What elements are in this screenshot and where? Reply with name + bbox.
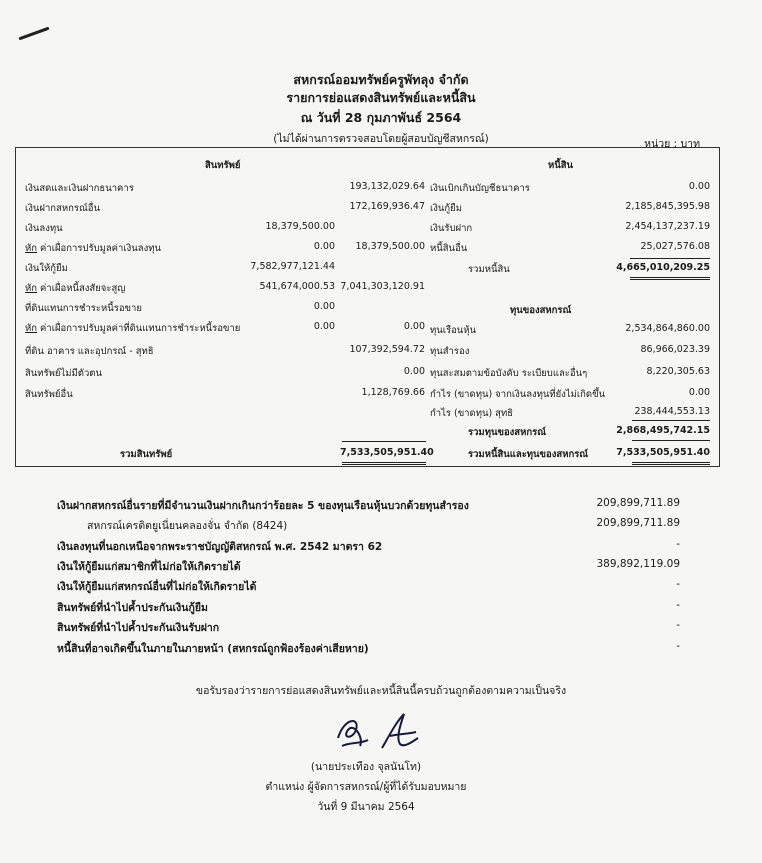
note-value: - xyxy=(676,578,680,590)
asset-inv-allowance-total: 18,379,500.00 xyxy=(355,241,425,252)
pen-mark xyxy=(18,27,49,41)
note-value: 209,899,711.89 xyxy=(596,517,680,529)
asset-other-label: สินทรัพย์อื่น xyxy=(25,389,73,400)
grand-total-label: รวมหนี้สินและทุนของสหกรณ์ xyxy=(468,449,589,460)
assets-total-line-top xyxy=(342,441,426,442)
note-value: - xyxy=(676,619,680,631)
note-label: สินทรัพย์ที่นำไปค้ำประกันเงินรับฝาก xyxy=(57,622,220,634)
asset-loan-allowance-label: ค่าเผื่อหนี้สงสัยจะสูญ xyxy=(37,283,126,294)
note-value: - xyxy=(676,640,680,652)
equity-funds-value: 8,220,305.63 xyxy=(646,366,710,377)
equity-net-profit-value: 238,444,553.13 xyxy=(634,406,710,417)
grand-total-line-1 xyxy=(632,462,710,463)
certify-statement: ขอรับรองว่ารายการย่อแสดงสินทรัพย์และหนี้สินนี้ครบถ้วนถูกต้องตามความเป็นจริง xyxy=(195,685,567,697)
assets-total-line-1 xyxy=(342,462,426,463)
liab-borrowings-value: 2,185,845,395.98 xyxy=(625,201,710,212)
equity-shares-value: 2,534,864,860.00 xyxy=(625,323,710,334)
asset-foreclosed-allowance-amount: 0.00 xyxy=(313,321,335,332)
note-label: เงินฝากสหกรณ์อื่นรายที่มีจำนวนเงินฝากเกินกว่าร้อยละ 5 ของทุนเรือนหุ้นบวกด้วยทุนสำรอง xyxy=(57,500,469,512)
note-value: - xyxy=(676,538,680,550)
unit-label: หน่วย : บาท xyxy=(644,138,700,150)
note-label: หนี้สินที่อาจเกิดขึ้นในภายในภายหน้า (สหกรณ์ถูกฟ้องร้องค่าเสียหาย) xyxy=(57,643,369,655)
note-value: - xyxy=(676,599,680,611)
assets-total-label: รวมสินทรัพย์ xyxy=(120,449,173,460)
note-label: เงินให้กู้ยืมแก่สมาชิกที่ไม่ก่อให้เกิดรายได้ xyxy=(57,561,241,573)
asset-loans-amount: 7,582,977,121.44 xyxy=(250,261,335,272)
equity-reserve-label: ทุนสำรอง xyxy=(430,346,470,357)
signatory-name: (นายประเทือง จุลนันโท) xyxy=(310,761,422,773)
assets-total-line-2 xyxy=(342,464,426,465)
liab-deposits-label: เงินรับฝาก xyxy=(430,223,473,234)
equity-total-line-top xyxy=(632,420,710,421)
asset-cash-label: เงินสดและเงินฝากธนาคาร xyxy=(25,183,134,194)
equity-total-label: รวมทุนของสหกรณ์ xyxy=(468,427,547,438)
asset-loan-allowance xyxy=(25,281,125,296)
asset-investment-label: เงินลงทุน xyxy=(25,223,63,234)
asset-loans-label: เงินให้กู้ยืม xyxy=(25,263,68,274)
note-value: 389,892,119.09 xyxy=(596,558,680,570)
asset-foreclosed-allowance-label: ค่าเผื่อการปรับมูลค่าที่ดินแทนการชำระหนี้รอขาย xyxy=(37,323,241,334)
liab-overdraft-label: เงินเบิกเกินบัญชีธนาคาร xyxy=(430,183,530,194)
report-title: รายการย่อแสดงสินทรัพย์และหนี้สิน xyxy=(286,90,476,105)
asset-investment-amount: 18,379,500.00 xyxy=(265,221,335,232)
liab-other-label: หนี้สินอื่น xyxy=(430,243,468,254)
asset-intangible-label: สินทรัพย์ไม่มีตัวตน xyxy=(25,368,102,379)
note-label: สินทรัพย์ที่นำไปค้ำประกันเงินกู้ยืม xyxy=(57,602,208,614)
asset-inv-allowance-amount: 0.00 xyxy=(313,241,335,252)
grand-total-line-2 xyxy=(632,464,710,465)
liab-borrowings-label: เงินกู้ยืม xyxy=(430,203,462,214)
note-label: สหกรณ์เครดิตยูเนี่ยนคลองจั่น จำกัด (8424) xyxy=(87,520,288,532)
asset-foreclosed-amount: 0.00 xyxy=(313,301,335,312)
liab-deposits-value: 2,454,137,237.19 xyxy=(625,221,710,232)
note-label: เงินลงทุนที่นอกเหนือจากพระราชบัญญัติสหกรณ์ พ.ศ. 2542 มาตรา 62 xyxy=(57,541,383,553)
signature xyxy=(330,708,430,756)
equity-total-value: 2,868,495,742.15 xyxy=(616,425,710,436)
assets-total-value: 7,533,505,951.40 xyxy=(340,447,434,458)
org-name: สหกรณ์ออมทรัพย์ครูพัทลุง จำกัด xyxy=(293,72,469,87)
less-prefix: หัก xyxy=(25,283,38,294)
note-value: 209,899,711.89 xyxy=(596,497,680,509)
asset-coop-deposit-label: เงินฝากสหกรณ์อื่น xyxy=(25,203,100,214)
equity-heading: ทุนของสหกรณ์ xyxy=(510,305,572,316)
asset-loan-allowance-total: 7,041,303,120.91 xyxy=(340,281,425,292)
asset-foreclosed-label: ที่ดินแทนการชำระหนี้รอขาย xyxy=(25,303,142,314)
audit-note: (ไม่ได้ผ่านการตรวจสอบโดยผู้สอบบัญชีสหกรณ์) xyxy=(273,133,489,145)
asset-foreclosed-allowance-total: 0.00 xyxy=(403,321,425,332)
liab-total-value: 4,665,010,209.25 xyxy=(616,262,710,273)
liab-other-value: 25,027,576.08 xyxy=(640,241,710,252)
asset-ppe-label: ที่ดิน อาคาร และอุปกรณ์ - สุทธิ xyxy=(25,346,154,357)
liab-total-line-top xyxy=(630,258,710,259)
asset-coop-deposit-total: 172,169,936.47 xyxy=(349,201,425,212)
assets-heading: สินทรัพย์ xyxy=(205,160,241,171)
certify-date: วันที่ 9 มีนาคม 2564 xyxy=(317,801,415,813)
signatory-position: ตำแหน่ง ผู้จัดการสหกรณ์/ผู้ที่ได้รับมอบหมาย xyxy=(265,781,467,793)
asset-ppe-total: 107,392,594.72 xyxy=(349,344,425,355)
grand-total-value: 7,533,505,951.40 xyxy=(616,447,710,458)
equity-reserve-value: 86,966,023.39 xyxy=(640,344,710,355)
liab-overdraft-value: 0.00 xyxy=(688,181,710,192)
equity-funds-label: ทุนสะสมตามข้อบังคับ ระเบียบและอื่นๆ xyxy=(430,368,588,379)
equity-total-line-bottom xyxy=(632,440,710,441)
liab-total-label: รวมหนี้สิน xyxy=(468,264,510,275)
equity-unrealized-label: กำไร (ขาดทุน) จากเงินลงทุนที่ยังไม่เกิดขึ้น xyxy=(430,389,606,400)
asset-other-total: 1,128,769.66 xyxy=(361,387,425,398)
equity-net-profit-label: กำไร (ขาดทุน) สุทธิ xyxy=(430,408,514,419)
asset-intangible-total: 0.00 xyxy=(403,366,425,377)
asset-cash-total: 193,132,029.64 xyxy=(349,181,425,192)
equity-shares-label: ทุนเรือนหุ้น xyxy=(430,325,477,336)
asset-inv-allowance xyxy=(25,241,161,256)
liab-total-line-1 xyxy=(630,277,710,278)
asset-inv-allowance-label: ค่าเผื่อการปรับมูลค่าเงินลงทุน xyxy=(37,243,161,254)
report-date: ณ วันที่ 28 กุมภาพันธ์ 2564 xyxy=(300,110,462,125)
liab-total-line-2 xyxy=(630,279,710,280)
asset-loan-allowance-amount: 541,674,000.53 xyxy=(259,281,335,292)
less-prefix: หัก xyxy=(25,323,38,334)
less-prefix: หัก xyxy=(25,243,38,254)
liabilities-heading: หนี้สิน xyxy=(548,160,574,171)
asset-foreclosed-allowance xyxy=(25,321,240,336)
equity-unrealized-value: 0.00 xyxy=(688,387,710,398)
note-label: เงินให้กู้ยืมแก่สหกรณ์อื่นที่ไม่ก่อให้เกิดรายได้ xyxy=(57,581,257,593)
